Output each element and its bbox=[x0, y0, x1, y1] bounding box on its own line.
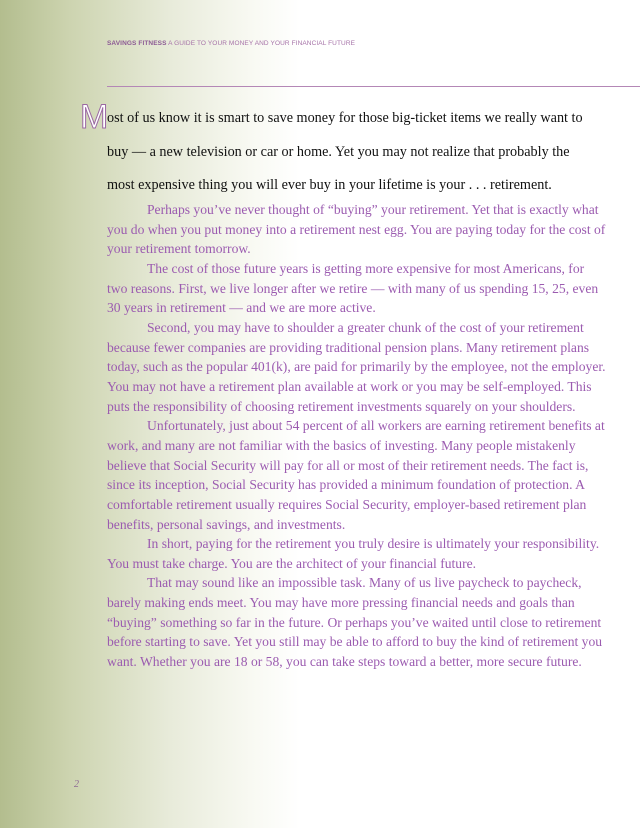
intro-paragraph bbox=[107, 102, 587, 203]
drop-cap: M bbox=[80, 98, 109, 136]
series-title: SAVINGS FITNESS bbox=[107, 40, 167, 47]
body-text bbox=[107, 200, 607, 672]
paragraph-4: Unfortunately, just about 54 percent of all workers are earning retirement benefits at work, and many are not familiar with the basics of investing. Many people mistakenly believe that Social Security will pay for all or most of their retirement needs. The fact is, since its inception, Social Security has provided a minimum foundation of protection. A comfortable retirement usually requires Social Security, employer-based retirement plan benefits, personal savings, and investments. bbox=[107, 418, 605, 532]
header-rule bbox=[107, 86, 640, 87]
paragraph-3: Second, you may have to shoulder a greater chunk of the cost of your retirement because fewer companies are providing traditional pension plans. Many retirement plans today, such as the popular 401(k), are paid for primarily by the employee, not the employer. You may not have a retirement plan available at work or you may be self-employed. This puts the responsibility of choosing retirement investments squarely on your shoulders. bbox=[107, 319, 606, 414]
header-subtitle: A GUIDE TO YOUR MONEY AND YOUR FINANCIAL FUTURE bbox=[168, 40, 356, 47]
intro-text: ost of us know it is smart to save money for those big-ticket items we really want to buy — a new television or car or home. Yet you may not realize that probably the most expensive thing you will ever buy in your lifetime is your . . . retirement. bbox=[107, 110, 583, 193]
paragraph-2: The cost of those future years is getting more expensive for most Americans, for two reasons. First, we live longer after we retire — with many of us spending 15, 25, even 30 years in retirement — and we are more active. bbox=[107, 260, 599, 316]
paragraph-5: In short, paying for the retirement you truly desire is ultimately your responsibility. You must take charge. You are the architect of your financial future. bbox=[107, 536, 600, 571]
page-number: 2 bbox=[74, 779, 79, 790]
running-header bbox=[107, 40, 355, 47]
paragraph-1: Perhaps you’ve never thought of “buying” your retirement. Yet that is exactly what you do when you put money into a retirement nest egg. You are paying today for the cost of your retirement tomorrow. bbox=[107, 202, 606, 257]
paragraph-6: That may sound like an impossible task. Many of us live paycheck to paycheck, barely making ends meet. You may have more pressing financial needs and goals than “buying” something so far in the future. Or perhaps you’ve waited until close to retirement before starting to save. Yet you still may be able to afford to buy the kind of retirement you want. Whether you are 18 or 58, you can take steps toward a better, more secure future. bbox=[107, 575, 603, 670]
